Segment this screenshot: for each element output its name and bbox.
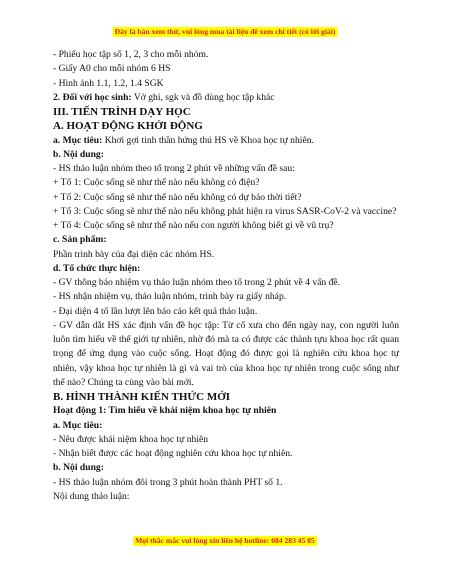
objective-line [53,134,399,148]
text-line: + Tổ 2: Cuộc sống sẽ như thế nào nếu không có dự báo thời tiết? [53,191,302,203]
text-line: + Tổ 4: Cuộc sống sẽ như thế nào nếu con người không biết gì về vũ trụ? [53,220,334,231]
section-text: Khơi gợi tinh thần hứng thú HS về Khoa học tự nhiên. [102,134,314,146]
section-label: 2. Đối với học sinh: [53,91,132,103]
text-line: - Hình ảnh 1.1, 1.2, 1.4 SGK [53,77,164,89]
subsection-heading: b. Nội dung: [53,462,104,474]
text-line: - Phiếu học tập số 1, 2, 3 cho mỗi nhóm. [53,49,209,60]
text-line: + Tổ 1: Cuộc sống sẽ như thế nào nếu không có điện? [53,177,260,189]
text-line: Phần trình bày của đại diện các nhóm HS. [53,248,215,260]
text-line: - HS thảo luận nhóm theo tổ trong 2 phút về những vấn đề sau: [53,163,295,174]
section-heading: III. TIẾN TRÌNH DẠY HỌC [53,106,191,118]
hotline-banner: Mọi thắc mắc vui lòng xin liên hệ hotline: 084 283 45 85 [135,536,315,545]
subsection-heading: b. Nội dung: [53,148,104,160]
text-line: - Giấy A0 cho mỗi nhóm 6 HS [53,63,171,75]
text-paragraph: + Tổ 3: Cuộc sống sẽ như thế nào nếu không phát hiện ra virus SASR-CoV-2 và vaccine? [53,205,397,217]
subsection-heading: d. Tổ chức thực hiện: [53,262,141,274]
text-line: Nội dung thảo luận: [53,490,130,502]
section-label: a. Mục tiêu: [53,134,103,146]
text-line: - GV thông báo nhiệm vụ thảo luận nhóm theo tổ trong 2 phút về 4 vấn đề. [53,277,341,288]
student-materials-line [53,91,399,105]
activity-heading: Hoạt động 1: Tìm hiểu về khái niệm khoa học tự nhiên [53,405,277,417]
text-paragraph: - GV dẫn dắt HS xác định vấn đề học tập: Từ cổ xưa cho đến ngày nay, con người luôn luôn tìm hiểu về thế giới tự nhiên, nhờ đó mà ta có được các thành tựu khoa học rất quan trọng để ứng dụng vào cuộc sống. Hoạt động đó được gọi là nghiên cứu khoa học tự nhiên, vậy khoa học tự nhiên là gì và vai trò của khoa học tự nhiên trong cuộc sống như thế nào? Chúng ta cùng vào bài mới. [53,319,399,388]
section-heading: B. HÌNH THÀNH KIẾN THỨC MỚI [53,391,231,403]
text-line: - Nhận biết được các hoạt động nghiên cứu khoa học tự nhiên. [53,448,293,459]
document-body [53,48,399,504]
subsection-heading: c. Sản phẩm: [53,234,107,246]
section-heading: A. HOẠT ĐỘNG KHỞI ĐỘNG [53,120,203,133]
text-line: - Nêu được khái niệm khoa học tự nhiên [53,433,209,445]
text-line: - HS nhận nhiệm vụ, thảo luận nhóm, trình bày ra giấy nháp. [53,291,287,303]
text-line: - Đại diện 4 tổ lần lượt lên báo cáo kết quả thảo luận. [53,305,258,317]
text-line: - HS thảo luận nhóm đôi trong 3 phút hoàn thành PHT số 1. [53,476,283,488]
section-text: Vở ghi, sgk và đồ dùng học tập khác [131,91,275,103]
subsection-heading: a. Mục tiêu: [53,419,103,431]
preview-notice-banner: Đây là bản xem thử, vui lòng mua tài liệu để xem chi tiết (có lời giải) [114,27,336,36]
